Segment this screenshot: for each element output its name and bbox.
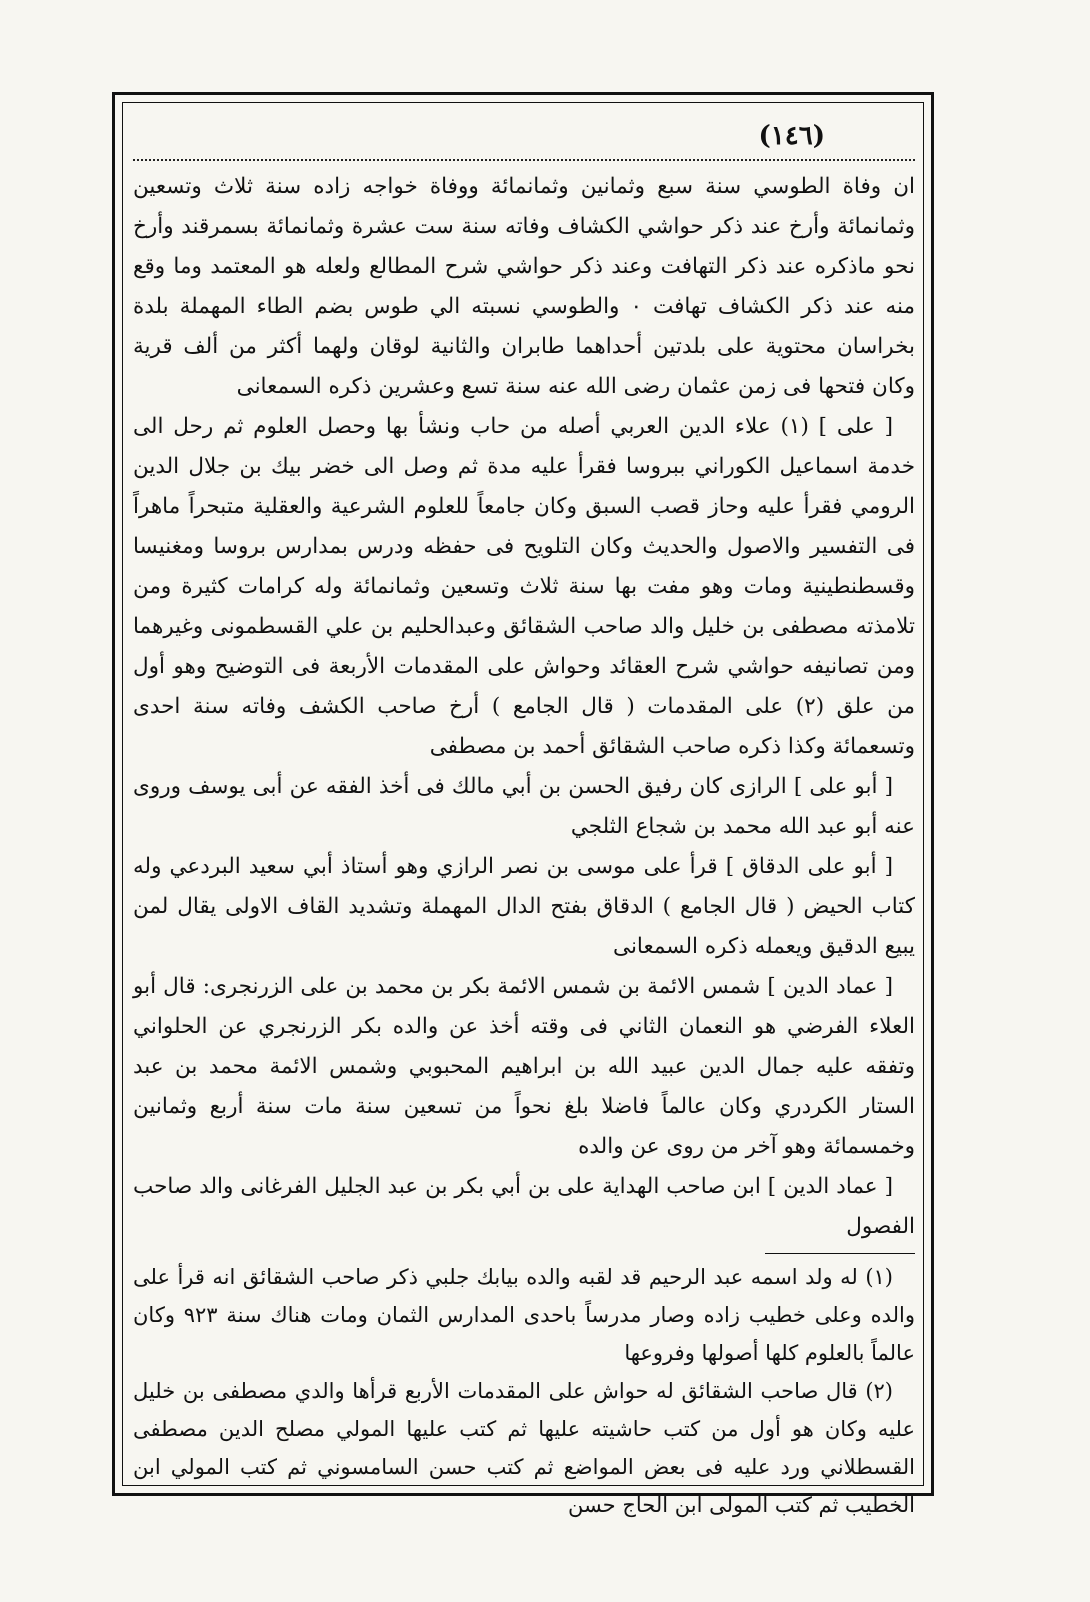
paragraph: [ على ] (١) علاء الدين العربي أصله من حاب ونشأ بها وحصل العلوم ثم رحل الى خدمة اسماعيل الكوراني ببروسا فقرأ عليه مدة ثم وصل الى خضر بيك بن جلال الدين الرومي فقرأ عليه وحاز قصب السبق وكان جامعاً للعلوم الشرعية والعقلية متبحراً ماهراً فى التفسير والاصول والحديث وكان التلويح فى حفظه ودرس بمدارس بروسا ومغنيسا وقسطنطينية ومات وهو مفت بها سنة ثلاث وتسعين وثمانمائة وله كرامات كثيرة ومن تلامذته مصطفى بن خليل والد صاحب الشقائق وعبدالحليم بن علي القسطمونى وغيرهما ومن تصانيفه حواشي شرح العقائد وحواش على المقدمات الأربعة فى التوضيح وهو أول من علق (٢) على المقدمات ( قال الجامع ) أرخ صاحب الكشف وفاته سنة احدى وتسعمائة وكذا ذكره صاحب الشقائق أحمد بن مصطفى — [133, 414, 915, 759]
footnote: (٢) قال صاحب الشقائق له حواش على المقدمات الأربع قرأها والدي مصطفى بن خليل عليه وكان هو أول من كتب حاشيته عليها ثم كتب عليها المولي مصلح الدين مصطفى القسطلاني ورد عليه فى بعض المواضع ثم كتب حسن السامسوني ثم كتب المولي ابن الخطيب ثم كتب المولى ابن الحاج حسن — [133, 1379, 915, 1517]
footnotes — [133, 1258, 915, 1524]
paragraph: ان وفاة الطوسي سنة سبع وثمانين وثمانمائة ووفاة خواجه زاده سنة ثلاث وتسعين وثمانمائة وأرخ عند ذكر حواشي الكشاف وفاته سنة ست عشرة وثمانمائة بسمرقند وأرخ نحو ماذكره عند ذكر التهافت وعند ذكر حواشي شرح المطالع ولعله هو المعتمد وما وقع منه عند ذكر الكشاف تهافت ٠ والطوسي نسبته الي طوس بضم الطاء المهملة بلدة بخراسان محتوية على بلدتين أحداهما طابران والثانية لوقان ولهما أكثر من ألف قرية وكان فتحها فى زمن عثمان رضى الله عنه سنة تسع وعشرين ذكره السمعانى — [133, 174, 916, 399]
footnote: (١) له ولد اسمه عبد الرحيم قد لقبه والده بيابك جلبي ذكر صاحب الشقائق انه قرأ على والده وعلى خطيب زاده وصار مدرساً باحدى المدارس الثمان ومات هناك سنة ٩٢٣ وكان عالماً بالعلوم كلها أصولها وفروعها — [133, 1265, 915, 1365]
paragraph: [ أبو على ] الرازى كان رفيق الحسن بن أبي مالك فى أخذ الفقه عن أبى يوسف وروى عنه أبو عبد الله محمد بن شجاع الثلجي — [133, 774, 915, 839]
paragraph: [ عماد الدين ] ابن صاحب الهداية على بن أبي بكر بن عبد الجليل الفرغانى والد صاحب الفصول — [133, 1174, 915, 1239]
header-dotted-rule — [133, 159, 915, 161]
footnote-separator — [765, 1253, 915, 1254]
main-text — [133, 167, 915, 1247]
page-content — [122, 102, 924, 1517]
paragraph: [ أبو على الدقاق ] قرأ على موسى بن نصر الرازي وهو أستاذ أبي سعيد البردعي وله كتاب الحيض ( قال الجامع ) الدقاق بفتح الدال المهملة وتشديد القاف الاولى يقال لمن يبيع الدقيق ويعمله ذكره السمعانى — [133, 854, 915, 959]
page-number: (١٤٦) — [758, 121, 825, 151]
paragraph: [ عماد الدين ] شمس الائمة بن شمس الائمة بكر بن محمد بن على الزرنجرى: قال أبو العلاء الفرضي هو النعمان الثاني فى وقته أخذ عن والده بكر الزرنجري عن الحلواني وتفقه عليه جمال الدين عبيد الله بن ابراهيم المحبوبي وشمس الائمة محمد بن عبد الستار الكردري وكان عالماً فاضلا بلغ نحواً من تسعين سنة مات سنة أربع وثمانين وخمسمائة وهو آخر من روى عن والده — [133, 974, 916, 1159]
page-header — [133, 121, 915, 155]
